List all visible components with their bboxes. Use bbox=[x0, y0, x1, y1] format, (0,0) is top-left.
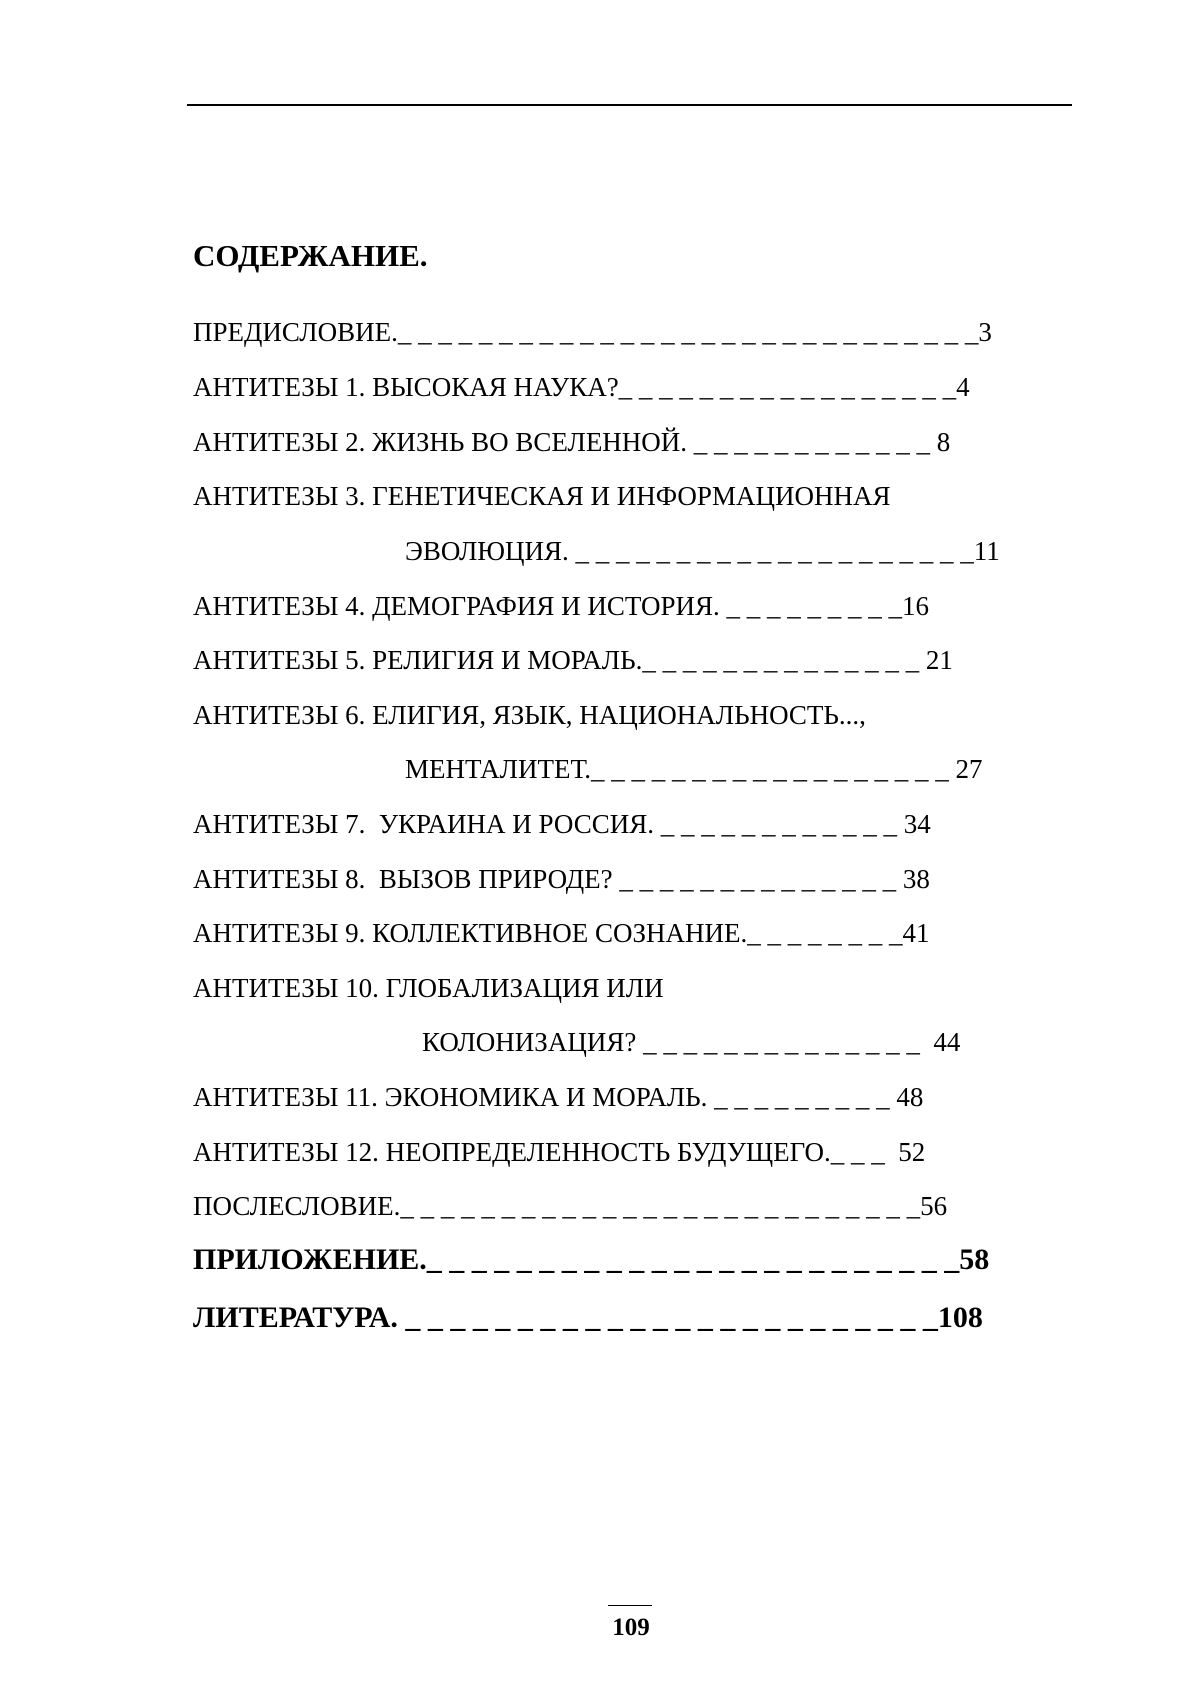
toc-entry-antithesis-9: АНТИТЕЗЫ 9. КОЛЛЕКТИВНОЕ СОЗНАНИЕ._ _ _ _ _ _ _ _41 bbox=[193, 918, 930, 948]
toc-entry-antithesis-4: АНТИТЕЗЫ 4. ДЕМОГРАФИЯ И ИСТОРИЯ. _ _ _ _ _ _ _ _ _16 bbox=[193, 591, 930, 621]
toc-entry-appendix: ПРИЛОЖЕНИЕ._ _ _ _ _ _ _ _ _ _ _ _ _ _ _ _ _ _ _ _ _ _ _ _58 bbox=[193, 1243, 990, 1276]
toc-entry-antithesis-3: АНТИТЕЗЫ 3. ГЕНЕТИЧЕСКАЯ И ИНФОРМАЦИОННАЯ bbox=[193, 481, 891, 511]
toc-entry-antithesis-5: АНТИТЕЗЫ 5. РЕЛИГИЯ И МОРАЛЬ._ _ _ _ _ _ _ _ _ _ _ _ _ _ 21 bbox=[193, 645, 953, 675]
toc-entry-antithesis-6: АНТИТЕЗЫ 6. ЕЛИГИЯ, ЯЗЫК, НАЦИОНАЛЬНОСТЬ..., bbox=[193, 700, 866, 730]
toc-entry-afterword: ПОСЛЕСЛОВИЕ._ _ _ _ _ _ _ _ _ _ _ _ _ _ _ _ _ _ _ _ _ _ _ _ _ _56 bbox=[193, 1191, 948, 1221]
toc-entry-antithesis-10: АНТИТЕЗЫ 10. ГЛОБАЛИЗАЦИЯ ИЛИ bbox=[193, 973, 664, 1003]
toc-heading: СОДЕРЖАНИЕ. bbox=[193, 238, 428, 273]
toc-entry-antithesis-8: АНТИТЕЗЫ 8. ВЫЗОВ ПРИРОДЕ? _ _ _ _ _ _ _ _ _ _ _ _ _ _ 38 bbox=[193, 864, 930, 894]
toc-entry-preface: ПРЕДИСЛОВИЕ._ _ _ _ _ _ _ _ _ _ _ _ _ _ _ _ _ _ _ _ _ _ _ _ _ _ _ _ _3 bbox=[193, 317, 992, 347]
page-number-rule bbox=[608, 1605, 652, 1606]
toc-entry-antithesis-12: АНТИТЕЗЫ 12. НЕОПРЕДЕЛЕННОСТЬ БУДУЩЕГО._ _ _ 52 bbox=[193, 1137, 926, 1167]
toc-entry-antithesis-11: АНТИТЕЗЫ 11. ЭКОНОМИКА И МОРАЛЬ. _ _ _ _ _ _ _ _ _ 48 bbox=[193, 1082, 924, 1112]
header-rule bbox=[187, 104, 1072, 106]
toc-entry-antithesis-6-cont: МЕНТАЛИТЕТ._ _ _ _ _ _ _ _ _ _ _ _ _ _ _ _ _ _ 27 bbox=[405, 754, 983, 784]
toc-entry-antithesis-1: АНТИТЕЗЫ 1. ВЫСОКАЯ НАУКА?_ _ _ _ _ _ _ _ _ _ _ _ _ _ _ _ _4 bbox=[193, 372, 970, 402]
toc-entry-literature: ЛИТЕРАТУРА. _ _ _ _ _ _ _ _ _ _ _ _ _ _ _ _ _ _ _ _ _ _ _ _108 bbox=[193, 1301, 983, 1334]
toc-entry-antithesis-7: АНТИТЕЗЫ 7. УКРАИНА И РОССИЯ. _ _ _ _ _ _ _ _ _ _ _ _ 34 bbox=[193, 809, 931, 839]
toc-entry-antithesis-10-cont: КОЛОНИЗАЦИЯ? _ _ _ _ _ _ _ _ _ _ _ _ _ _ 44 bbox=[422, 1027, 961, 1057]
toc-entry-antithesis-3-cont: ЭВОЛЮЦИЯ. _ _ _ _ _ _ _ _ _ _ _ _ _ _ _ _ _ _ _ _11 bbox=[405, 536, 1000, 566]
page-number: 109 bbox=[612, 1614, 650, 1641]
toc-entry-antithesis-2: АНТИТЕЗЫ 2. ЖИЗНЬ ВО ВСЕЛЕННОЙ. _ _ _ _ _ _ _ _ _ _ _ _ 8 bbox=[193, 427, 951, 457]
